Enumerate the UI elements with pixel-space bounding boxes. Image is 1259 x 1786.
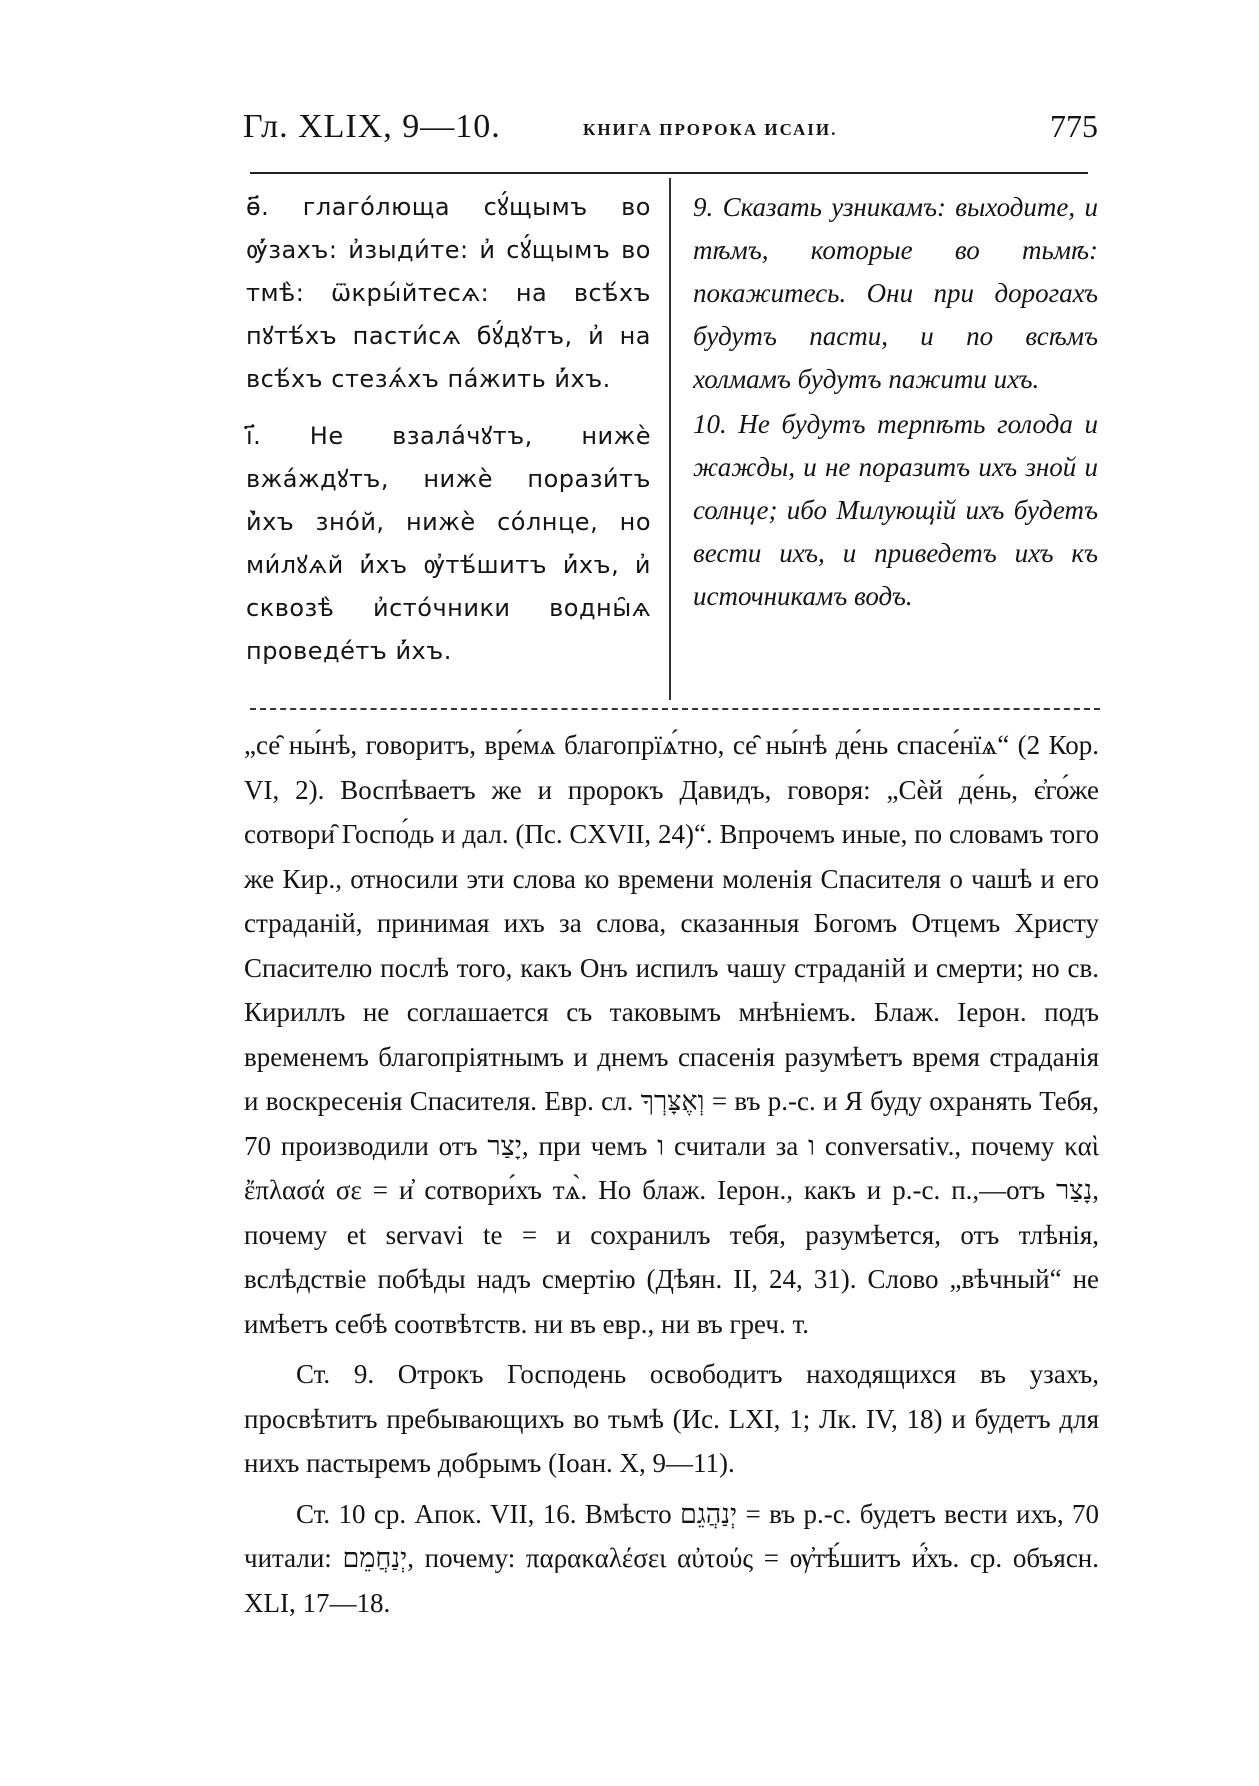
column-divider — [669, 178, 671, 700]
commentary-paragraph: „се̑ ны́нѣ, говоритъ, вре́мѧ благопрїѧ́тно, се̑ ны́нѣ де́нь спасе́нїѧ“ (2 Кор. VI, 2). Воспѣваетъ же и пророкъ Давидъ, говоря: „Сѐй де́нь, є҆го́же сотвори̑ Госпо́дь и дал. (Пс. CXVII, 24)“. Впрочемъ иные, по словамъ того же Кир., относили эти слова ко времени моленія Спасителя о чашѣ и его страданій, принимая ихъ за слова, сказанныя Богомъ Отцемъ Христу Спасителю послѣ того, какъ Онъ испилъ чашу страданій и смерти; но св. Кириллъ не соглашается съ таковымъ мнѣніемъ. Блаж. Іерон. подъ временемъ благопріятнымъ и днемъ спасенія разумѣетъ время страданія и воскресенія Спасителя. Евр. сл. וְאֶצָּרְךָ = въ р.-с. и Я буду охранять Тебя, 70 производили отъ יָצַר, при чемъ ו считали за ו conversativ., почему καὶ ἔπλασά σε = и҆ сотвори́хъ тѧ̀. Но блаж. Іерон., какъ и р.-с. п.,—отъ נָצַר, почему et servavi te = и сохранилъ тебя, разумѣется, отъ тлѣнія, вслѣдствіе побѣды надъ смертію (Дѣян. II, 24, 31). Слово „вѣчный“ не имѣетъ себѣ соотвѣтств. ни въ евр., ни въ греч. т. — [244, 730, 1099, 1339]
commentary-verse-10: Ст. 10 ср. Апок. VII, 16. Вмѣсто יְנַהֲגֵם = въ р.-с. будетъ вести ихъ, 70 читали: יְנַחֲמֵם, почему: παρακαλέσει αὐτούς = ѹ҆тѣ́шитъ и҆́хъ. ср. объясн. XLI, 17—18. — [244, 1498, 1100, 1618]
page-number: 775 — [1050, 108, 1098, 144]
page-header — [243, 108, 1098, 158]
section-rule — [250, 708, 1100, 710]
commentary-verse-9: Ст. 9. Отрокъ Господень освободитъ находящихся въ узахъ, просвѣтитъ пребывающихъ во тьмѣ (Ис. LXI, 1; Лк. IV, 18) и будетъ для нихъ пастыремъ добрымъ (Іоан. X, 9—11). — [244, 1359, 1099, 1478]
slavonic-column — [246, 186, 651, 673]
commentary — [244, 723, 1099, 1625]
russian-verse-9: 9. Сказать узникамъ: выходите, и тѣмъ, которые во тьмѣ: покажитесь. Они при дорогахъ будутъ пасти, и по всѣмъ холмамъ будутъ пажити ихъ. — [693, 192, 1098, 394]
slavonic-verse-9: ѳ҃. глаго́лющa сꙋ́щымъ во ѹ҆́захъ: и҆зыди́те: и҆ сꙋ́щымъ во тмѣ̀: ѿкры́йтесѧ: на всѣ́хъ пꙋтѣ́хъ пасти́сѧ бꙋ́дꙋтъ, и҆ на всѣ́хъ стезѧ́хъ па́жить и҆́хъ. — [246, 193, 651, 393]
russian-column — [693, 186, 1098, 618]
slavonic-verse-10: і҃. Не взала́чꙋтъ, нижѐ вжа́ждꙋтъ, нижѐ порази́тъ и҆̀хъ зно́й, нижѐ со́лнце, но ми́лꙋѧй и҆́хъ ѹ҆тѣ́шитъ и҆́хъ, и҆ сквозѣ̀ и҆сто́чники водны̑ѧ проведе́тъ и҆́хъ. — [246, 422, 651, 665]
header-rule — [250, 172, 1088, 174]
chapter-reference: Гл. XLIX, 9—10. — [243, 108, 501, 145]
book-title: КНИГА ПРОРОКА ИСАІИ. — [583, 120, 838, 139]
russian-verse-10: 10. Не будутъ терпѣть голода и жажды, и не поразитъ ихъ зной и солнце; ибо Милующій ихъ будетъ вести ихъ, и приведетъ ихъ къ источникамъ водъ. — [693, 409, 1098, 611]
